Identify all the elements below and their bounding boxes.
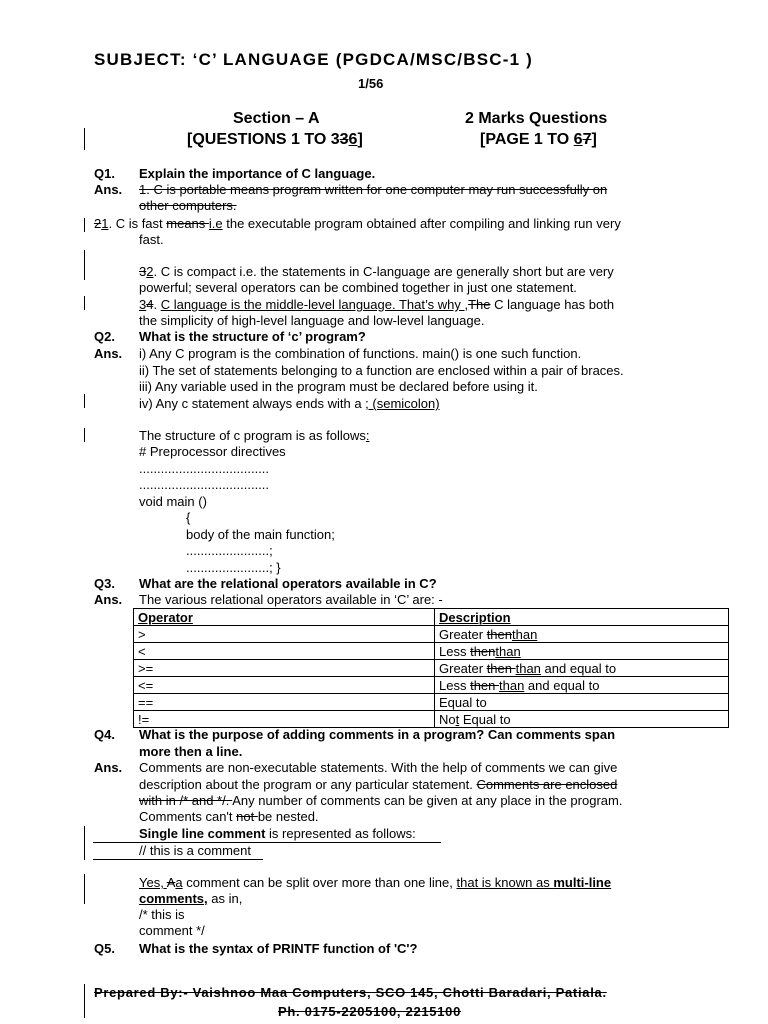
q4-question-line1: What is the purpose of adding comments in a program? Can comments span xyxy=(139,727,616,742)
q2-item-2: ii) The set of statements belonging to a function are enclosed within a pair of braces. xyxy=(139,363,624,378)
table-row xyxy=(134,626,729,643)
table-row xyxy=(134,677,729,694)
q2-item-4: iv) Any c statement always ends with a ; (semicolon) xyxy=(139,396,440,411)
q5-question: What is the syntax of PRINTF function of 'C'? xyxy=(139,941,418,956)
marks-title: 2 Marks Questions xyxy=(465,110,608,127)
description-cell: Greater thenthan xyxy=(435,626,729,643)
code-line: # Preprocessor directives xyxy=(139,444,286,459)
change-bar xyxy=(84,428,85,442)
q2-item-1: i) Any C program is the combination of functions. main() is one such function. xyxy=(139,346,582,361)
footer-phone: Ph. 0175-2205100, 2215100 xyxy=(278,1004,462,1019)
q5-label: Q5. xyxy=(94,941,115,956)
change-bar xyxy=(84,826,85,860)
change-bar xyxy=(84,128,85,150)
q3-label: Q3. xyxy=(94,576,115,591)
page-number: 1/56 xyxy=(358,76,384,91)
q4-answer-line3: with in /* and */. Any number of comments can be given at any place in the program. xyxy=(139,793,623,808)
section-title: Section – A xyxy=(233,110,320,127)
code-line: .......................; xyxy=(186,543,273,558)
change-bar xyxy=(84,394,85,408)
q1-label: Q1. xyxy=(94,166,115,181)
q1-point2-line1: 21. C is fast means i.e the executable program obtained after compiling and linking run very xyxy=(94,216,621,231)
operator-cell: != xyxy=(134,711,435,728)
questions-range: [QUESTIONS 1 TO 336] xyxy=(187,131,363,148)
description-cell: Less then than and equal to xyxy=(435,677,729,694)
q1-point1-line2: other computers. xyxy=(139,198,237,213)
operator-cell: == xyxy=(134,694,435,711)
multi-line-example: /* this is xyxy=(139,907,185,922)
operator-cell: <= xyxy=(134,677,435,694)
q2-question: What is the structure of ‘c’ program? xyxy=(139,329,366,344)
description-cell: Not Equal to xyxy=(435,711,729,728)
table-row xyxy=(134,694,729,711)
q3-answer-label: Ans. xyxy=(94,592,123,607)
change-bar xyxy=(84,296,85,310)
code-line: { xyxy=(186,510,191,525)
change-bar xyxy=(84,218,85,232)
code-line: .......................; } xyxy=(186,560,281,575)
change-bar xyxy=(84,874,85,904)
q1-question: Explain the importance of C language. xyxy=(139,166,376,181)
q4-answer-label: Ans. xyxy=(94,760,123,775)
q1-answer-label: Ans. xyxy=(94,182,123,197)
table-row xyxy=(134,643,729,660)
q2-structure-intro: The structure of c program is as follows: xyxy=(139,428,370,443)
operator-cell: > xyxy=(134,626,435,643)
code-line: .................................... xyxy=(139,461,270,476)
q1-point1-line1: 1. C is portable means program written for one computer may run successfully on xyxy=(139,182,608,197)
operator-cell: < xyxy=(134,643,435,660)
q4-answer-line4: Comments can't not be nested. xyxy=(139,809,319,824)
q4-label: Q4. xyxy=(94,727,115,742)
multi-line-comment: Yes, Aa comment can be split over more than one line, that is known as multi-line xyxy=(139,875,612,890)
q3-intro: The various relational operators available in ‘C’ are: - xyxy=(139,592,443,607)
subject-title: SUBJECT: ‘C’ LANGUAGE (PGDCA/MSC/BSC-1 ) xyxy=(94,50,534,69)
q1-point3-line1: 32. C is compact i.e. the statements in C-language are generally short but are very xyxy=(139,264,614,279)
q1-point3-line2: powerful; several operators can be combined together in just one statement. xyxy=(139,280,577,295)
footer-prepared-by: Prepared By:- Vaishnoo Maa Computers, SCO 145, Chotti Baradari, Patiala. xyxy=(94,985,607,1000)
relational-operators-table xyxy=(133,608,729,728)
multi-line-comment-cont: comments, as in, xyxy=(139,891,243,906)
code-line: body of the main function; xyxy=(186,527,335,542)
change-bar xyxy=(84,984,85,1018)
q4-answer-line1: Comments are non-executable statements. With the help of comments we can give xyxy=(139,760,618,775)
table-row xyxy=(134,711,729,728)
q1-point2-line2: fast. xyxy=(139,232,164,247)
q4-question-line2: more then a line. xyxy=(139,744,243,759)
header-description: Description xyxy=(435,609,729,626)
pages-range: [PAGE 1 TO 67] xyxy=(480,131,597,148)
change-bar xyxy=(84,250,85,280)
multi-line-example: comment */ xyxy=(139,923,205,938)
q1-point4-line1: 34. C language is the middle-level language. That’s why ,The C language has both xyxy=(139,297,615,312)
table-header-row xyxy=(134,609,729,626)
description-cell: Equal to xyxy=(435,694,729,711)
table-row xyxy=(134,660,729,677)
description-cell: Greater then than and equal to xyxy=(435,660,729,677)
q4-answer-line2: description about the program or any particular statement. Comments are enclosed xyxy=(139,777,618,792)
q1-point4-line2: the simplicity of high-level language and low-level language. xyxy=(139,313,485,328)
code-line: .................................... xyxy=(139,477,270,492)
q2-item-3: iii) Any variable used in the program must be declared before using it. xyxy=(139,379,538,394)
single-line-comment: Single line comment is represented as follows: xyxy=(93,826,441,843)
header-operator: Operator xyxy=(134,609,435,626)
operator-cell: >= xyxy=(134,660,435,677)
q2-label: Q2. xyxy=(94,329,115,344)
description-cell: Less thenthan xyxy=(435,643,729,660)
q2-answer-label: Ans. xyxy=(94,346,123,361)
single-line-example: // this is a comment xyxy=(93,843,263,860)
code-line: void main () xyxy=(139,494,207,509)
q3-question: What are the relational operators available in C? xyxy=(139,576,437,591)
